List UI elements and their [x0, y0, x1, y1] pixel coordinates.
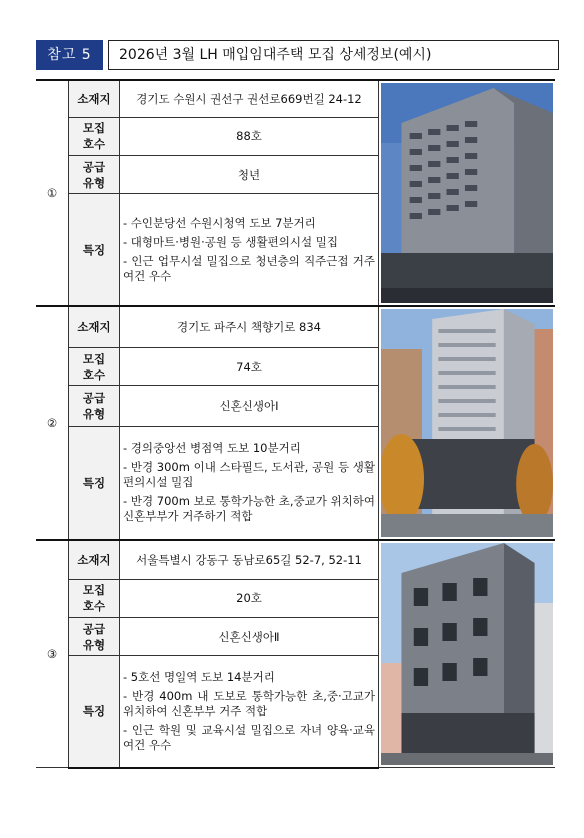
- units-value: 88호: [120, 117, 379, 155]
- supply-type-value: 신혼신생아Ⅰ: [120, 386, 379, 426]
- supply-type-value: 신혼신생아Ⅱ: [120, 618, 379, 656]
- features-label: 특징: [69, 194, 120, 306]
- table-row: [36, 80, 555, 117]
- table-row: [36, 540, 555, 579]
- building-photo: [379, 80, 556, 306]
- features-list: [120, 426, 379, 540]
- features-list: [120, 194, 379, 306]
- supply-type-label: 공급 유형: [69, 156, 120, 194]
- building-photo-image: [381, 83, 553, 303]
- location-value: 경기도 파주시 책향기로 834: [120, 306, 379, 347]
- features-list: [120, 656, 379, 768]
- supply-type-label: 공급 유형: [69, 618, 120, 656]
- building-photo-image: [381, 309, 553, 537]
- building-photo: [379, 540, 556, 768]
- property-number: ③: [36, 540, 69, 768]
- feature-item: - 인근 업무시설 밀집으로 청년층의 직주근접 거주 여건 우수: [123, 253, 375, 283]
- units-label: 모집 호수: [69, 579, 120, 617]
- property-number: ②: [36, 306, 69, 540]
- location-label: 소재지: [69, 80, 120, 117]
- building-photo-image: [381, 543, 553, 765]
- feature-item: - 5호선 명일역 도보 14분거리: [123, 669, 275, 684]
- feature-item: - 반경 700m 보로 통학가능한 초,중교가 위치하여 신혼부부가 거주하기 적합: [123, 494, 375, 524]
- units-label: 모집 호수: [69, 347, 120, 385]
- feature-item: - 수인분당선 수원시청역 도보 7분거리: [123, 215, 316, 230]
- location-label: 소재지: [69, 306, 120, 347]
- location-value: 서울특별시 강동구 동남로65길 52-7, 52-11: [120, 540, 379, 579]
- property-number: ①: [36, 80, 69, 306]
- table-row: [36, 306, 555, 347]
- document-title: 2026년 3월 LH 매입임대주택 모집 상세정보(예시): [108, 40, 559, 70]
- feature-item: - 경의중앙선 병점역 도보 10분거리: [123, 441, 301, 456]
- feature-item: - 인근 학원 및 교육시설 밀집으로 자녀 양육·교육 여건 우수: [123, 722, 375, 752]
- feature-item: - 반경 400m 내 도보로 통학가능한 초,중·고교가 위치하여 신혼부부 거주 적합: [123, 688, 375, 718]
- units-label: 모집 호수: [69, 117, 120, 155]
- features-label: 특징: [69, 656, 120, 768]
- reference-tag: 참고 5: [36, 40, 103, 70]
- property-table: [36, 79, 555, 769]
- units-value: 74호: [120, 347, 379, 385]
- supply-type-value: 청년: [120, 156, 379, 194]
- supply-type-label: 공급 유형: [69, 386, 120, 426]
- features-label: 특징: [69, 426, 120, 540]
- building-photo: [379, 306, 556, 540]
- feature-item: - 대형마트·병원·공원 등 생활편의시설 밀집: [123, 234, 338, 249]
- location-value: 경기도 수원시 권선구 권선로669번길 24-12: [120, 80, 379, 117]
- feature-item: - 반경 300m 이내 스타필드, 도서관, 공원 등 생활편의시설 밀집: [123, 460, 375, 490]
- units-value: 20호: [120, 579, 379, 617]
- location-label: 소재지: [69, 540, 120, 579]
